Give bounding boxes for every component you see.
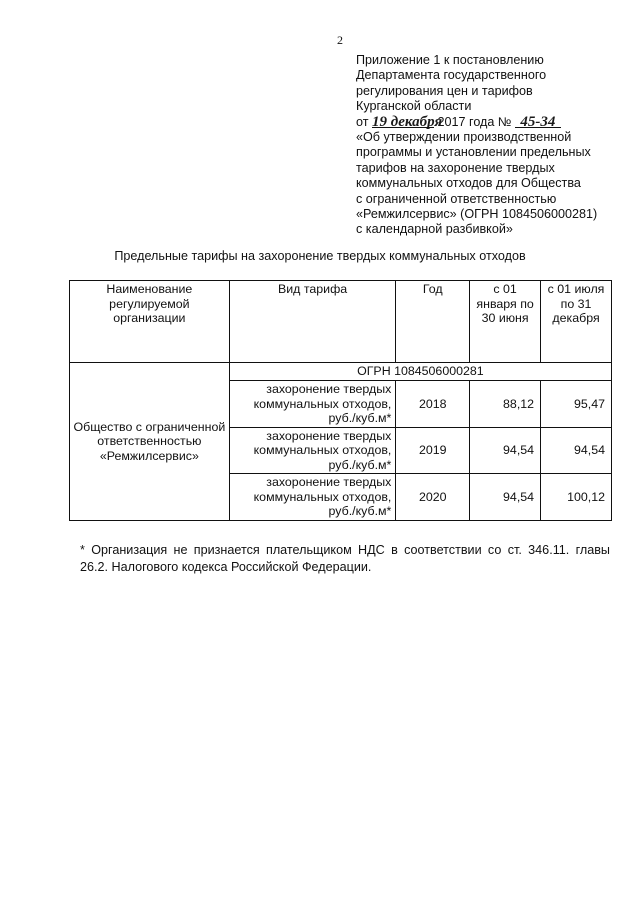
year-cell: 2020 bbox=[396, 474, 470, 521]
appendix-line: с календарной разбивкой» bbox=[356, 222, 513, 237]
organization-cell: Общество с ограниченной ответственностью «Ремжилсервис» bbox=[70, 363, 230, 521]
tariff-cell: захоронение твердых коммунальных отходов, руб./куб.м* bbox=[229, 474, 396, 521]
appendix-line: «Ремжилсервис» (ОГРН 1084506000281) bbox=[356, 207, 598, 222]
h2-cell: 94,54 bbox=[541, 427, 612, 474]
ogrn-row bbox=[70, 363, 612, 381]
appendix-date-line bbox=[356, 115, 626, 130]
tariff-cell: захоронение твердых коммунальных отходов, руб./куб.м* bbox=[229, 381, 396, 428]
appendix-line: с ограниченной ответственностью bbox=[356, 191, 557, 206]
header-jul-dec: с 01 июля по 31 декабря bbox=[541, 281, 612, 363]
tariffs-table bbox=[69, 280, 612, 521]
h2-cell: 95,47 bbox=[541, 381, 612, 428]
header-tariff-type: Вид тарифа bbox=[229, 281, 396, 363]
table-header-row bbox=[70, 281, 612, 363]
appendix-line: Департамента государственного bbox=[356, 68, 547, 83]
appendix-line: Курганской области bbox=[356, 99, 472, 114]
h1-cell: 88,12 bbox=[470, 381, 541, 428]
appendix-line: программы и установлении предельных bbox=[356, 145, 591, 160]
ogrn-cell: ОГРН 1084506000281 bbox=[229, 363, 611, 381]
year-cell: 2019 bbox=[396, 427, 470, 474]
header-year: Год bbox=[396, 281, 470, 363]
appendix-line: регулирования цен и тарифов bbox=[356, 83, 533, 98]
h1-cell: 94,54 bbox=[470, 427, 541, 474]
appendix-line: «Об утверждении производственной bbox=[356, 130, 572, 145]
appendix-line: тарифов на захоронение твердых bbox=[356, 160, 555, 175]
appendix-line: коммунальных отходов для Общества bbox=[356, 176, 581, 191]
h1-cell: 94,54 bbox=[470, 474, 541, 521]
page-number: 2 bbox=[337, 33, 343, 47]
year-cell: 2018 bbox=[396, 381, 470, 428]
year-text: 2017 года № bbox=[437, 114, 512, 129]
handwritten-date: 19 декабря bbox=[372, 113, 443, 130]
header-organization: Наименование регулируемой организации bbox=[70, 281, 230, 363]
from-prefix: от bbox=[356, 114, 369, 129]
header-jan-jun: с 01 января по 30 июня bbox=[470, 281, 541, 363]
appendix-header bbox=[356, 53, 626, 238]
document-title: Предельные тарифы на захоронение твердых коммунальных отходов bbox=[114, 249, 526, 263]
h2-cell: 100,12 bbox=[541, 474, 612, 521]
handwritten-number: 45-34 bbox=[515, 115, 561, 130]
tariff-cell: захоронение твердых коммунальных отходов, руб./куб.м* bbox=[229, 427, 396, 474]
appendix-line: Приложение 1 к постановлению bbox=[356, 53, 544, 67]
footnote: * Организация не признается плательщиком НДС в соответствии со ст. 346.11. главы 26.2. Налогового кодекса Российской Федерации. bbox=[80, 543, 610, 574]
